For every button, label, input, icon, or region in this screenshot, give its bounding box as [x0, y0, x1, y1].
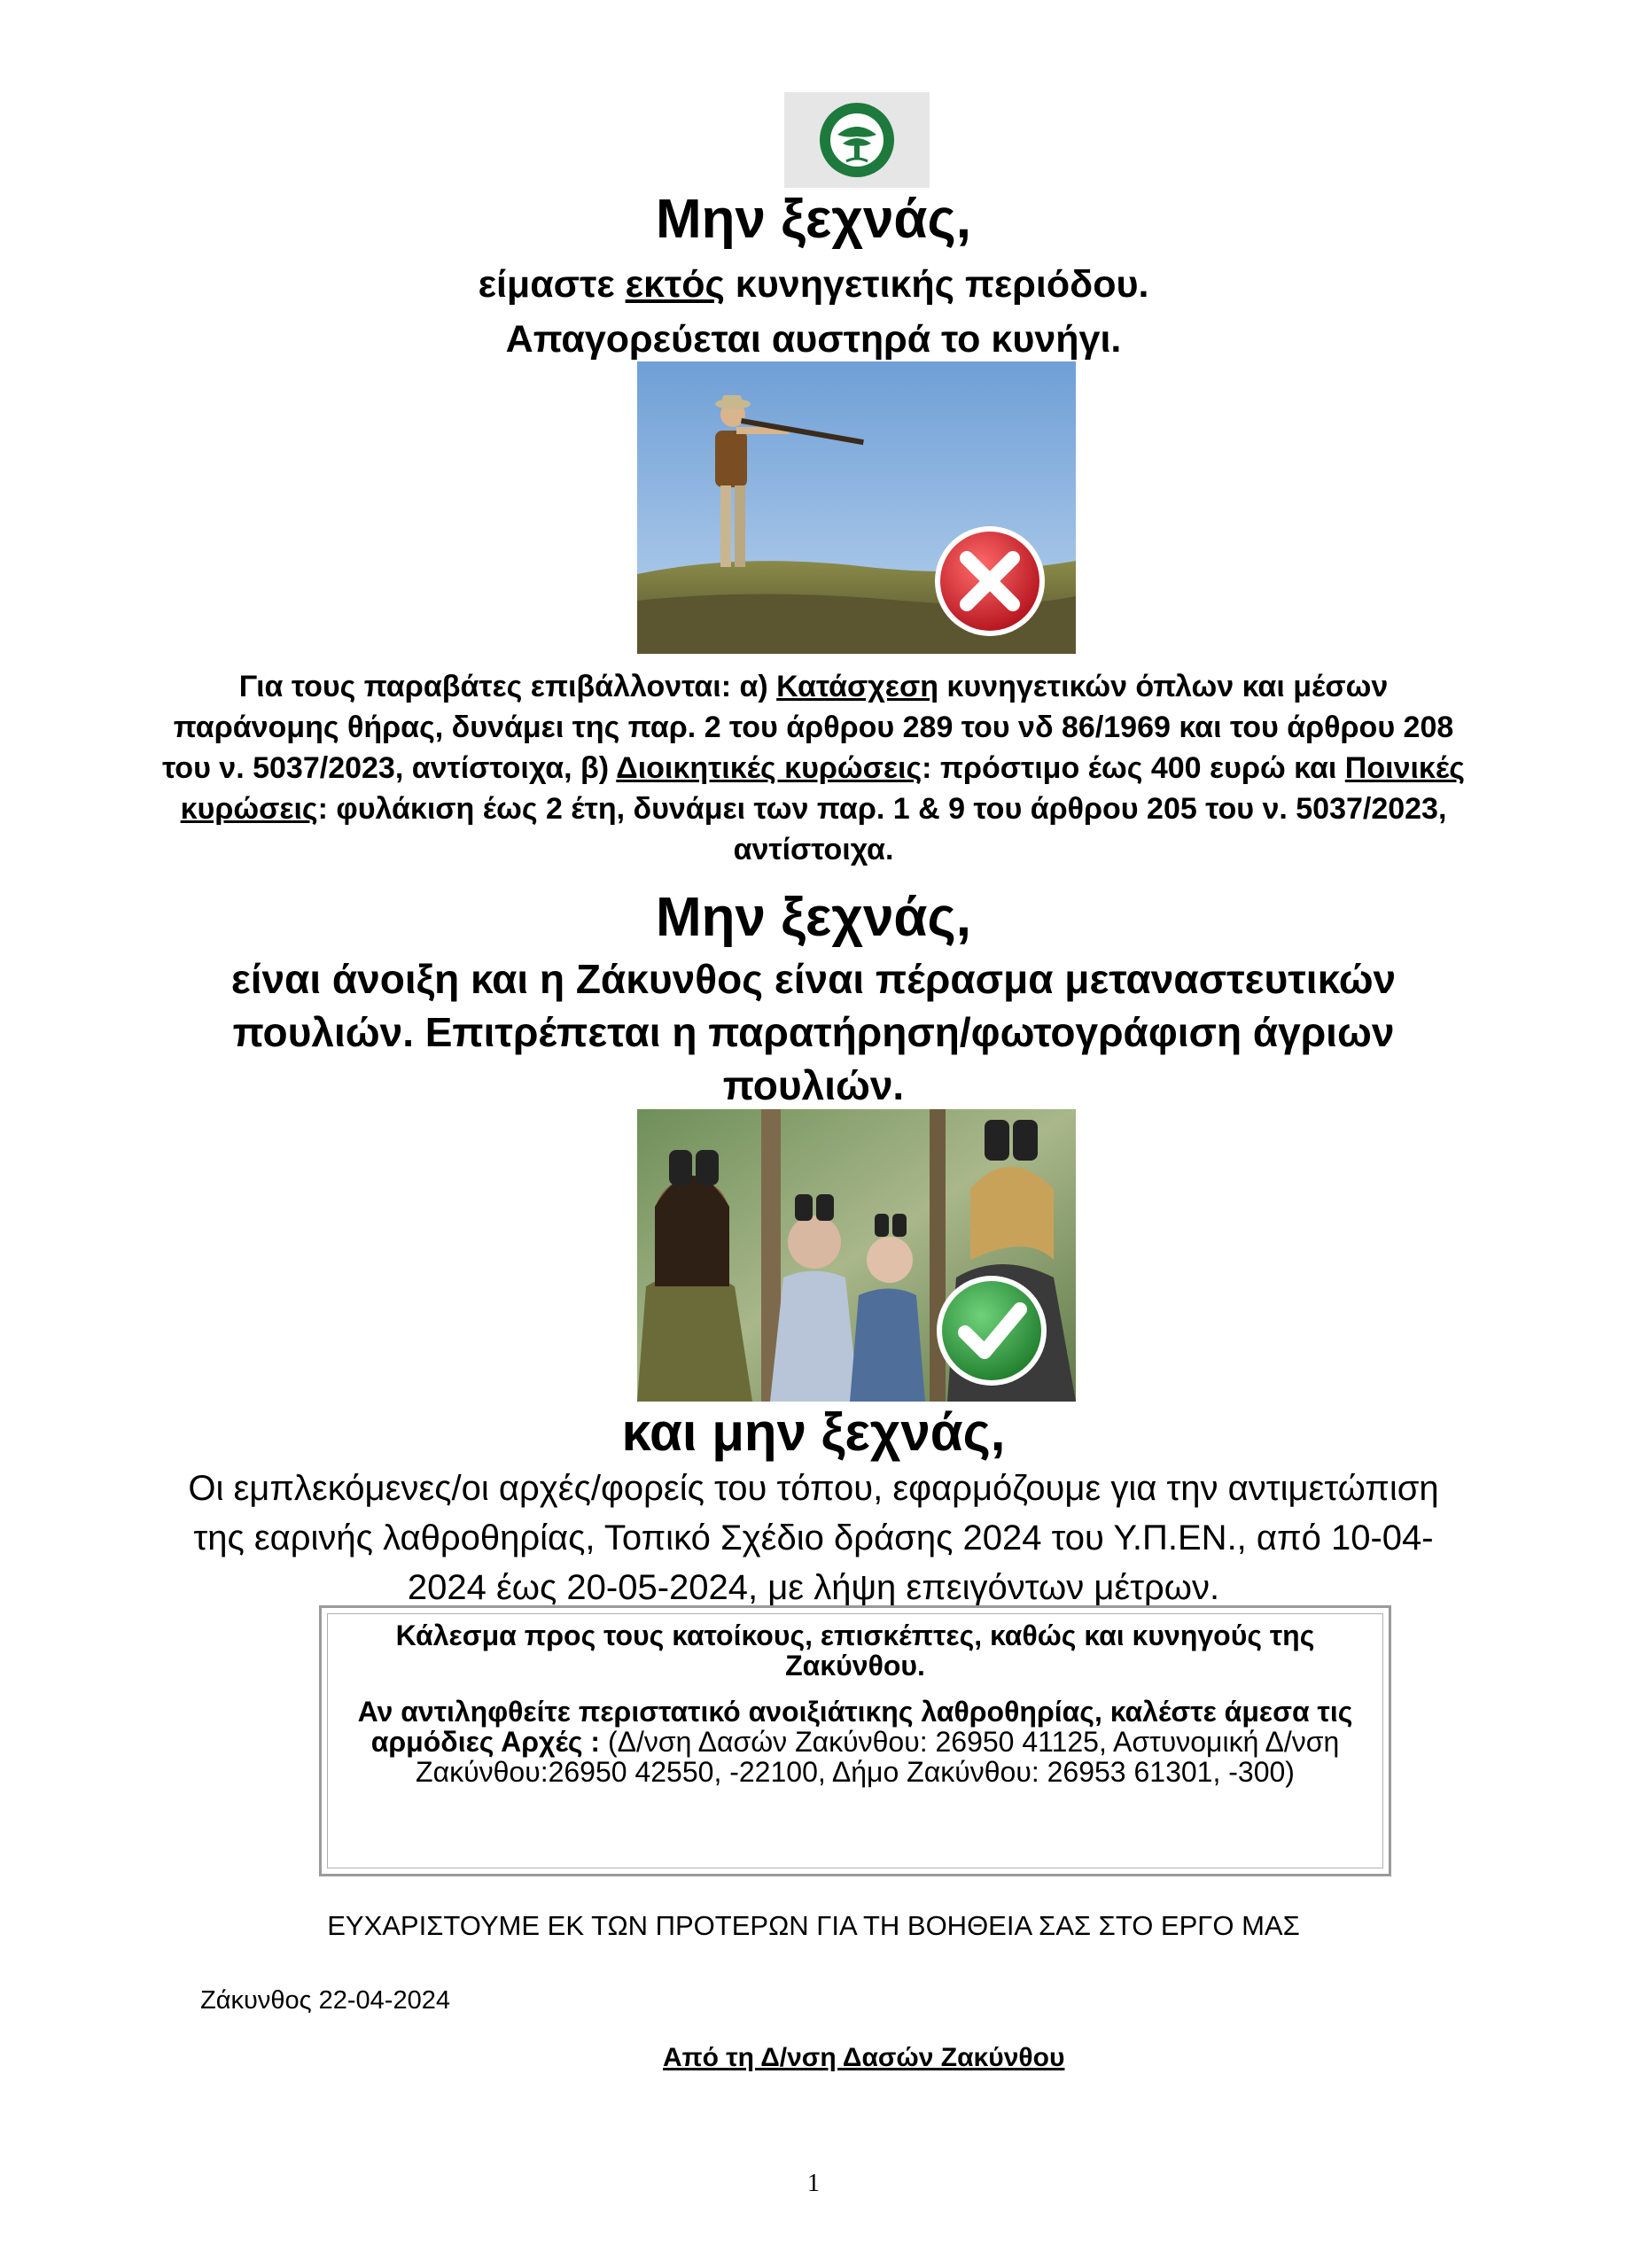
green-check-icon	[937, 1276, 1047, 1386]
season-notice	[160, 257, 1467, 367]
red-x-icon	[935, 526, 1045, 636]
season-suffix: κυνηγετικής περιόδου.	[724, 263, 1149, 306]
heading-dont-forget: Μην ξεχνάς,	[655, 189, 971, 250]
penalty-administrative: Διοικητικές κυρώσεις	[616, 751, 922, 785]
heading-dont-forget-2: Μην ξεχνάς,	[655, 887, 971, 948]
season-emphasis: εκτός	[625, 263, 725, 306]
thanks-note: ΕΥΧΑΡΙΣΤΟΥΜΕ ΕΚ ΤΩΝ ΠΡΟΤΕΡΩΝ ΓΙΑ ΤΗ ΒΟΗΘΕΙΑ ΣΑΣ ΣΤΟ ΕΡΓΟ ΜΑΣ	[327, 1910, 1300, 1941]
penalty-text-2: κυνηγετικών όπλων και μέσων παράνομης θήρας, δυνάμει της παρ. 2 του άρθρου 289 του νδ 86/1969 και του άρθρου 208 του ν. 5037/2023, αντίστοιχα, β)	[162, 670, 1454, 785]
season-line-2: Απαγορεύεται αυστηρά το κυνήγι.	[505, 318, 1122, 361]
hunter-photo	[637, 361, 1076, 654]
penalty-criminal: Ποινικές κυρώσεις	[180, 751, 1465, 826]
penalty-text-4: : φυλάκιση έως 2 έτη, δυνάμει των παρ. 1 & 9 του άρθρου 205 του ν. 5037/2023, αντίστοιχα.	[317, 792, 1447, 866]
call-box-instruction: Αν αντιληφθείτε περιστατικό ανοιξιάτικης λαθροθηρίας, καλέστε άμεσα τις αρμόδιες Αρχές :	[357, 1696, 1353, 1758]
heading-and-dont-forget: και μην ξεχνάς,	[621, 1402, 1006, 1462]
penalty-confiscation: Κατάσχεση	[776, 670, 938, 703]
forest-service-logo-icon	[784, 92, 930, 188]
action-plan-paragraph: Οι εμπλεκόμενες/οι αρχές/φορείς του τόπου, εφαρμόζουμε για την αντιμετώπιση της εαρινής λαθροθηρίας, Τοπικό Σχέδιο δράσης 2024 του Υ.Π.ΕΝ., από 10-04-2024 έως 20-05-2024, με λήψη επειγόντων μέτρων.	[188, 1469, 1439, 1607]
call-box-phone-numbers: (Δ/νση Δασών Ζακύνθου: 26950 41125, Αστυνομική Δ/νση Ζακύνθου:26950 42550, -22100, Δήμο Ζακύνθου: 26953 61301, -300)	[416, 1726, 1340, 1788]
penalty-text-1: Για τους παραβάτες επιβάλλονται: α)	[238, 670, 777, 703]
spring-notice: είναι άνοιξη και η Ζάκυνθος είναι πέρασμα μεταναστευτικών πουλιών. Επιτρέπεται η παρατήρηση/φωτογράφιση άγριων πουλιών.	[230, 956, 1397, 1108]
page-number: 1	[807, 2170, 820, 2197]
forest-service-logo	[784, 92, 930, 188]
call-box-invitation: Κάλεσμα προς τους κατοίκους, επισκέπτες, καθώς και κυνηγούς της Ζακύνθου.	[395, 1619, 1315, 1682]
season-prefix: είμαστε	[478, 263, 626, 306]
penalty-text-3: : πρόστιμο έως 400 ευρώ και	[922, 751, 1345, 785]
call-box-contacts	[331, 1697, 1380, 1787]
penalty-paragraph	[160, 666, 1467, 870]
signature-line: Από τη Δ/νση Δασών Ζακύνθου	[663, 2043, 1065, 2072]
season-line-1	[160, 257, 1467, 312]
birdwatchers-photo	[637, 1109, 1076, 1402]
call-to-action-box	[319, 1605, 1391, 1876]
document-date: Ζάκυνθος 22-04-2024	[200, 1986, 450, 2015]
